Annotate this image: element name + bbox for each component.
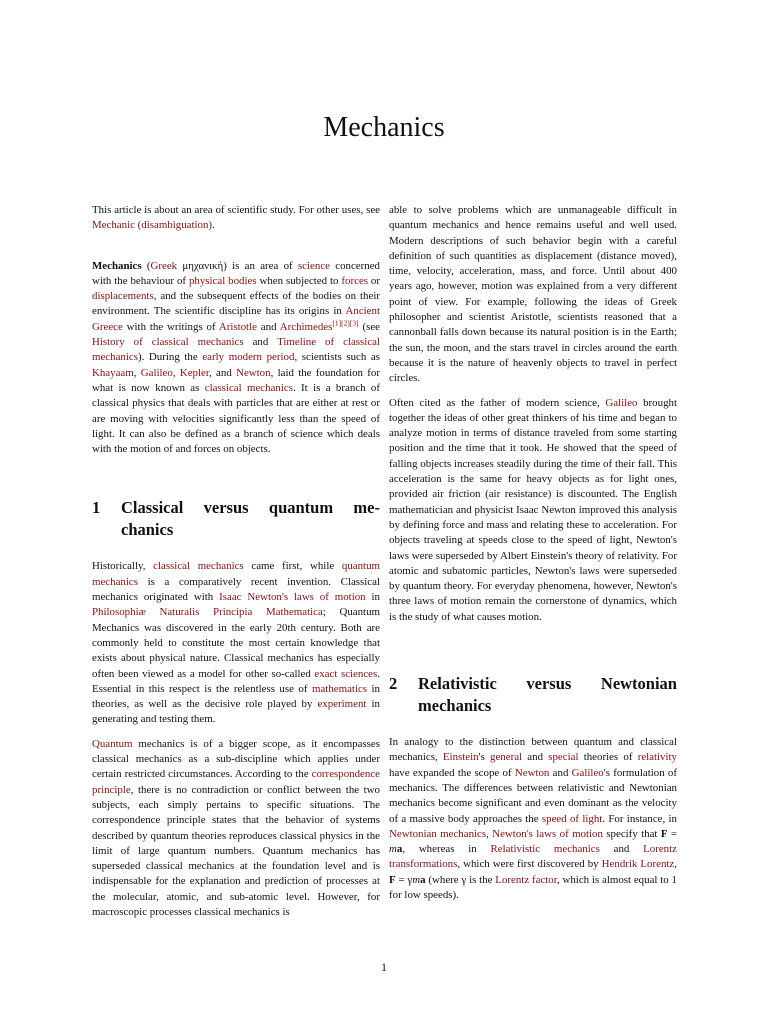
wiki-link[interactable]: Mechanic (disambiguation).	[92, 219, 215, 232]
wiki-link[interactable]: Relativistic mechanics	[490, 843, 600, 856]
text-run: 's	[478, 751, 491, 764]
wiki-link[interactable]: Newtonian mechanics	[389, 827, 487, 840]
wiki-link[interactable]: relativity	[637, 751, 678, 764]
wiki-link[interactable]: Philosophiæ Naturalis Principia Mathematica	[92, 606, 323, 619]
text-run: theories of	[578, 751, 638, 764]
hatnote	[92, 203, 380, 234]
wiki-link[interactable]: Hendrik Lorentz	[601, 858, 675, 871]
wiki-link[interactable]: Newton	[236, 366, 271, 379]
bold-text: Mechanics	[92, 259, 142, 272]
text-run: is a comparatively recent invention. Classical mechanics originated with	[92, 575, 380, 604]
paragraph	[92, 259, 380, 458]
wiki-link[interactable]: general	[490, 751, 523, 764]
section-title	[418, 673, 677, 717]
text-run: came first, while	[243, 560, 342, 573]
text-run: in	[365, 591, 380, 604]
text-run: ,	[133, 366, 141, 379]
text-run: , and the subsequent effects of the bodies on their environment. The scientific discipline has its origins in	[92, 290, 380, 318]
wiki-link[interactable]: Galileo	[571, 766, 604, 779]
text-run: and	[522, 751, 549, 764]
text-run: (see	[358, 320, 380, 333]
text-run: concerned with the behaviour of	[92, 259, 380, 287]
wiki-link[interactable]: Newton's laws of motion	[492, 827, 603, 840]
text-run: This article is about an area of scientific study. For other uses, see	[92, 204, 380, 216]
text-run: . For instance, in	[602, 812, 677, 825]
text-run: in theories, as well as the decisive role played by	[92, 682, 381, 711]
text-run: or	[368, 274, 380, 287]
text-run: , scientists such as	[294, 351, 380, 364]
text-run: , and	[209, 366, 237, 379]
wiki-link[interactable]: correspondence principle	[92, 768, 380, 796]
section-title-line: mechanics	[418, 696, 492, 716]
wiki-link[interactable]: Timeline of classical mechanics	[92, 336, 381, 364]
citation-link[interactable]: [1][2][3]	[332, 318, 359, 328]
text-run: ; Quantum Mechanics was discovered in the early 20th century. Both are commonly held to constitute the most certain knowledge that exists about physical nature. Classical mechanics has especially often been viewed as a model for other so-called	[92, 606, 380, 680]
text-run: , whereas in	[402, 843, 491, 856]
text-run: , which is almost equal to 1 for low speeds).	[389, 873, 677, 901]
section-number: 1	[92, 498, 101, 518]
text-run: 's formulation of mechanics. The differences between relativistic and Newtonian mechanics become significant and even dominant as the velocity of a massive body approaches the	[389, 766, 677, 825]
bold-text: a	[420, 873, 426, 886]
bold-text: F	[389, 873, 396, 886]
text-run: , there is no contradiction or conflict between the two subjects, each simply pertains to specific situations. The correspondence principle states that the behavior of systems described by quantum theories reproduces classical physics in the limit of large quantum numbers. Quantum mechanics has superseded classical mechanics at the foundation level and is indispensable for the explanation and prediction of processes at the molecular, atomic, and sub-atomic level. However, for macroscopic processes classical mechanics is	[92, 783, 380, 918]
page-title: Mechanics	[323, 112, 445, 143]
paragraph	[389, 735, 677, 903]
text-run: mechanics is of a bigger scope, as it encompasses classical mechanics as a sub-discipline which applies under certain restricted circumstances. According to the	[92, 737, 380, 781]
text-run: have expanded the scope of	[389, 766, 515, 779]
wiki-link[interactable]: forces	[341, 274, 369, 287]
wiki-link[interactable]: exact sciences	[314, 667, 378, 680]
wiki-link[interactable]: History of classical mechanics	[92, 336, 244, 349]
paragraph	[389, 203, 677, 387]
wiki-link[interactable]: Lorentz transformations	[389, 843, 677, 871]
text-run: . It is a branch of classical physics that deals with particles that are either at rest or are moving with velocities significantly less than the speed of light. It can also be defined as a branch of science which deals with the motion of and forces on objects.	[92, 381, 380, 456]
text-run: with the writings of	[122, 320, 219, 333]
text-run: = γ	[395, 873, 413, 886]
wiki-link[interactable]: Archimedes	[279, 320, 333, 333]
paragraph	[92, 559, 380, 727]
text-run: specify that	[602, 827, 661, 840]
text-run: In analogy to the distinction between quantum and classical mechanics,	[389, 736, 677, 764]
wiki-link[interactable]: Newton	[514, 766, 550, 779]
text-run: in generating and testing them.	[92, 698, 380, 726]
italic-text: m	[389, 843, 397, 856]
wiki-link[interactable]: Greek	[150, 259, 178, 272]
text-run: and	[243, 336, 278, 349]
text-run: and	[256, 320, 280, 333]
section-number: 2	[389, 674, 398, 694]
right-column	[389, 203, 677, 912]
text-run: (	[141, 259, 151, 272]
text-run: =	[667, 827, 678, 840]
section-title	[121, 497, 380, 541]
text-run: Often cited as the father of modern science,	[389, 396, 606, 409]
section-title-line: chanics	[121, 520, 174, 540]
bold-text: a	[396, 843, 403, 856]
left-column	[92, 203, 380, 929]
wiki-link[interactable]: special	[548, 751, 579, 764]
text-run: , which were first discovered by	[457, 858, 602, 871]
wiki-link[interactable]: early modern period	[202, 351, 295, 364]
paragraph	[389, 396, 677, 625]
text-run: (where γ is the	[425, 873, 496, 886]
wiki-link[interactable]: classical mechanics	[153, 560, 244, 573]
wiki-link[interactable]: Galileo	[140, 366, 173, 379]
wiki-link[interactable]: Isaac Newton's laws of motion	[219, 591, 366, 604]
text-run: , laid the foundation for what is now known as	[92, 366, 380, 394]
bold-text: F	[660, 827, 668, 840]
text-run: ,	[172, 366, 180, 379]
text-run: able to solve problems which are unmanageable difficult in quantum mechanics and hence remains useful and well used. Modern descriptions of such behavior begin with a careful definition of such quantities as displacement (distance moved), time, velocity, acceleration, mass, and force. Until about 400 years ago, however, motion was explained from a very different point of view. For example, following the ideas of Greek philosopher and scientist Aristotle, scientists reasoned that a cannonball falls down because its natural position is in the Earth; the sun, the moon, and the stars travel in circles around the earth because it is the nature of heavenly objects to travel in perfect circles.	[389, 204, 677, 385]
text-run: and	[599, 843, 644, 856]
wiki-link[interactable]: classical mechanics	[204, 381, 293, 394]
section-heading	[389, 673, 677, 717]
wiki-link[interactable]: Ancient Greece	[92, 305, 380, 333]
text-run: ). During the	[137, 351, 203, 364]
wiki-link[interactable]: Quantum	[92, 737, 133, 750]
paragraph	[92, 737, 380, 921]
page-number: 1	[381, 960, 387, 974]
wiki-link[interactable]: Einstein	[442, 751, 479, 764]
wiki-link[interactable]: science	[297, 259, 330, 272]
wiki-link[interactable]: mathematics	[312, 682, 368, 695]
wiki-link[interactable]: displacements	[92, 290, 154, 303]
text-run: Historically,	[92, 560, 154, 573]
text-run: and	[549, 766, 572, 779]
wiki-link[interactable]: physical bodies	[188, 274, 257, 287]
text-run: μηχανική) is an area of	[177, 259, 298, 272]
wiki-link[interactable]: experiment	[317, 698, 367, 711]
text-run: ,	[674, 858, 677, 871]
wiki-link[interactable]: quantum mechanics	[92, 560, 380, 588]
wiki-link[interactable]: Aristotle	[218, 320, 257, 333]
text-run: ,	[486, 827, 493, 840]
text-run: . Essential in this respect is the relentless use of	[92, 667, 380, 695]
wiki-link[interactable]: Galileo	[605, 396, 638, 409]
wiki-link[interactable]: speed of light	[541, 812, 603, 825]
spacer	[92, 243, 380, 259]
wiki-link[interactable]: Kepler	[179, 366, 210, 379]
section-heading	[92, 497, 380, 541]
wiki-link[interactable]: Lorentz factor	[495, 873, 557, 886]
section-title-line: Classical versus quantum me-	[121, 498, 380, 518]
text-run: brought together the ideas of other great thinkers of his time and began to analyze motion in terms of distance traveled from some starting position and the time that it took. He showed that the speed of falling objects increases steadily during the time of their fall. This acceleration is the same for heavy objects as for light ones, provided air friction (air resistance) is discounted. The English mathematician and physicist Isaac Newton improved this analysis by defining force and mass and relating these to acceleration. For objects traveling at speeds close to the speed of light, Newton's laws were superseded by Albert Einstein's theory of relativity. For atomic and subatomic particles, Newton's laws were superseded by quantum theory. For everyday phenomena, however, Newton's three laws of motion remain the cornerstone of dynamics, which is the study of what causes motion.	[389, 396, 677, 623]
italic-text: m	[412, 873, 421, 886]
section-title-line: Relativistic versus Newtonian	[418, 674, 677, 694]
wiki-link[interactable]: Khayaam	[92, 366, 134, 379]
text-run: when subjected to	[256, 274, 342, 287]
